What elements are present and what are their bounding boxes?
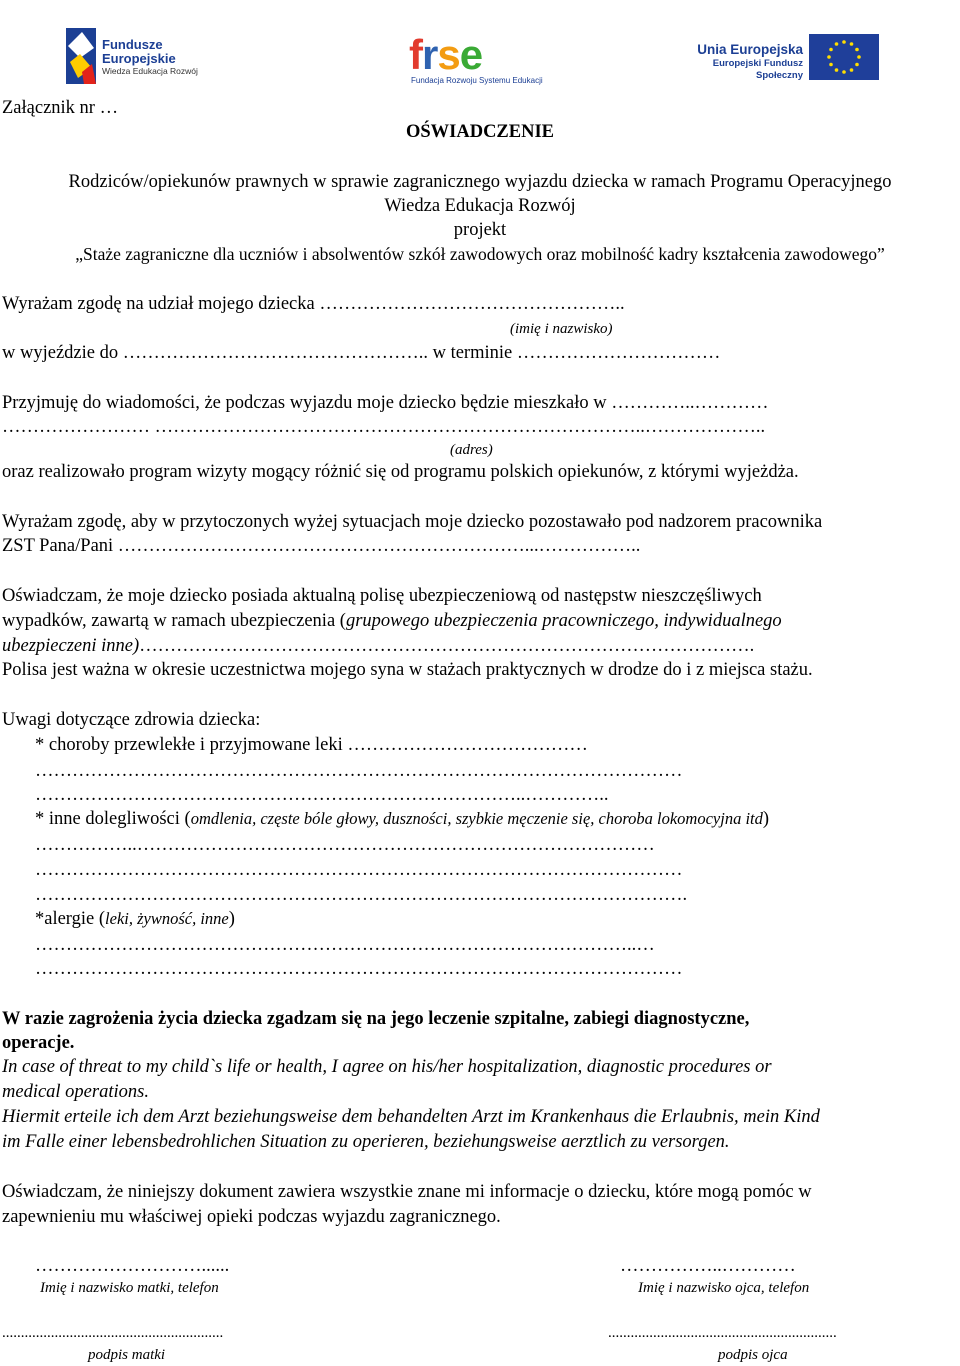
- allergy-dots-1: ……………………………………………………………………………………..…: [35, 935, 655, 955]
- father-name-label: Imię i nazwisko ojca, telefon: [638, 1280, 810, 1296]
- fe-logo-line1: Fundusze: [102, 37, 163, 52]
- father-signature-dots: .............................................................: [608, 1325, 837, 1341]
- page-title: OŚWIADCZENIE: [405, 122, 555, 142]
- supervision-line-1: Wyrażam zgodę, aby w przytoczonych wyżej sytuacjach moje dziecko pozostawało pod nadzorem pracownika: [2, 512, 823, 532]
- fe-logo-line3: Wiedza Edukacja Rozwój: [102, 66, 198, 76]
- name-hint: (imię i nazwisko): [510, 321, 613, 337]
- english-consent-line-1: In case of threat to my child`s life or health, I agree on his/her hospitalization, diagnostic procedures or: [2, 1057, 772, 1077]
- allergy-line: [35, 908, 235, 930]
- mother-name-dots: ………………………......: [35, 1256, 230, 1276]
- supervision-line-2: ZST Pana/Pani …………………………………………………………...……………..: [2, 536, 641, 556]
- father-signature-label: podpis ojca: [718, 1347, 788, 1363]
- eu-star-icon: [842, 70, 846, 74]
- health-title: Uwagi dotyczące zdrowia dziecka:: [2, 710, 261, 730]
- eu-star-icon: [855, 48, 859, 52]
- other-ailments-line: [35, 808, 769, 830]
- insurance-line-4: Polisa jest ważna w okresie uczestnictwa mojego syna w stażach praktycznych w drodze do i z miejsca stażu.: [2, 660, 813, 680]
- logo-fundusze-europejskie: [62, 22, 222, 90]
- german-consent-line-2: im Falle einer lebensbedrohlichen Situation zu operieren, beziehungsweise aerztlich zu versorgen.: [2, 1132, 730, 1152]
- allergy-examples: leki, żywność, inne: [105, 909, 229, 928]
- intro-line-2: Wiedza Edukacja Rozwój: [384, 196, 576, 216]
- other-dots-2: ……………………………………………………………………………………………: [35, 860, 683, 880]
- final-statement-line-2: zapewnieniu mu właściwej opieki podczas wyjazdu zagranicznego.: [2, 1207, 501, 1227]
- eu-star-icon: [850, 42, 854, 46]
- eu-star-icon: [829, 48, 833, 52]
- insurance-line-3: [2, 635, 754, 657]
- eu-star-icon: [829, 63, 833, 67]
- insurance-type-text: grupowego ubezpieczenia pracowniczego, indywidualnego: [345, 611, 782, 631]
- eu-star-icon: [850, 68, 854, 72]
- address-dots: …………………… ……………………………………………………………………..………………..: [2, 417, 766, 437]
- eu-flag-icon: [809, 34, 879, 80]
- ue-logo-line2: Europejski Fundusz Społeczny: [712, 58, 803, 81]
- chronic-diseases-line: * choroby przewlekłe i przyjmowane leki …………………………………: [35, 735, 588, 755]
- eu-star-icon: [835, 68, 839, 72]
- other-dots-3: …………………………………………………………………………………………….: [35, 885, 688, 905]
- german-consent-line-1: Hiermit erteile ich dem Arzt beziehungsweise dem behandelten Arzt im Krankenhaus die Erlaubnis, mein Kind: [2, 1107, 820, 1127]
- intro-line-4: „Staże zagraniczne dla uczniów i absolwentów szkół zawodowych oraz mobilność kadry kształcenia zawodowego”: [75, 244, 885, 264]
- insurance-line-2-text: wypadków, zawartą w ramach ubezpieczenia (: [2, 611, 346, 631]
- english-consent-line-2: medical operations.: [2, 1082, 149, 1102]
- insurance-other-text: ubezpieczeni inne): [2, 636, 140, 656]
- logo-frse: [405, 22, 550, 90]
- other-ailments-close: ): [762, 809, 770, 829]
- eu-star-icon: [857, 55, 861, 59]
- insurance-line-2: [2, 610, 782, 632]
- eu-star-icon: [855, 63, 859, 67]
- program-line: oraz realizowało program wizyty mogący różnić się od programu polskich opiekunów, z którymi wyjeżdża.: [2, 462, 799, 482]
- other-ailments-label: * inne dolegliwości (: [35, 809, 191, 829]
- intro-line-3: projekt: [453, 220, 507, 240]
- father-name-dots: ……………..…………: [620, 1256, 796, 1276]
- eu-star-icon: [827, 55, 831, 59]
- attachment-label: Załącznik nr …: [2, 98, 119, 118]
- allergy-close: ): [228, 909, 235, 929]
- chronic-dots-1: ……………………………………………………………………………………………: [35, 761, 683, 781]
- ue-logo-line1: Unia Europejska: [697, 42, 803, 57]
- logo-unia-europejska: [665, 22, 880, 90]
- mother-signature-label: podpis matki: [88, 1347, 166, 1363]
- allergy-dots-2: ……………………………………………………………………………………………: [35, 959, 683, 979]
- accommodation-line: Przyjmuję do wiadomości, że podczas wyjazdu moje dziecko będzie mieszkało w …………..…………: [2, 393, 769, 413]
- final-statement-line-1: Oświadczam, że niniejszy dokument zawiera wszystkie znane mi informacje o dziecku, które mogą pomóc w: [2, 1182, 812, 1202]
- intro-line-1: Rodziców/opiekunów prawnych w sprawie zagranicznego wyjazdu dziecka w ramach Programu Operacyjnego: [68, 172, 892, 192]
- insurance-dots: ……………………………………………………………………………………….: [139, 636, 755, 656]
- departure-line: w wyjeździe do ………………………………………….. w terminie ……………………………: [2, 343, 721, 363]
- consent-child-line: Wyrażam zgodę na udział mojego dziecka …………………………………………..: [2, 294, 625, 314]
- other-ailments-examples: omdlenia, częste bóle głowy, duszności, szybkie męczenie się, choroba lokomocyjna itd: [190, 809, 763, 828]
- eu-star-icon: [842, 40, 846, 44]
- treatment-consent-line-1: W razie zagrożenia życia dziecka zgadzam się na jego leczenie szpitalne, zabiegi diagnostyczne,: [2, 1009, 750, 1029]
- mother-signature-dots: ...........................................................: [2, 1325, 224, 1341]
- allergy-label: *alergie (: [35, 909, 106, 929]
- fundusze-europejskie-flag-icon: [66, 28, 96, 84]
- fe-logo-line2: Europejskie: [102, 51, 176, 66]
- insurance-line-1: Oświadczam, że moje dziecko posiada aktualną polisę ubezpieczeniową od następstw nieszczęśliwych: [2, 586, 762, 606]
- frse-logo-word: frse: [409, 31, 483, 78]
- chronic-dots-2: ……………………………………………………………………..…………..: [35, 785, 609, 805]
- eu-star-icon: [835, 42, 839, 46]
- treatment-consent-line-2: operacje.: [2, 1033, 75, 1053]
- frse-logo-subtitle: Fundacja Rozwoju Systemu Edukacji: [411, 76, 543, 85]
- mother-name-label: Imię i nazwisko matki, telefon: [40, 1280, 219, 1296]
- other-dots-1: ……………..…………………………………………………………………………: [35, 835, 655, 855]
- address-hint: (adres): [450, 442, 493, 458]
